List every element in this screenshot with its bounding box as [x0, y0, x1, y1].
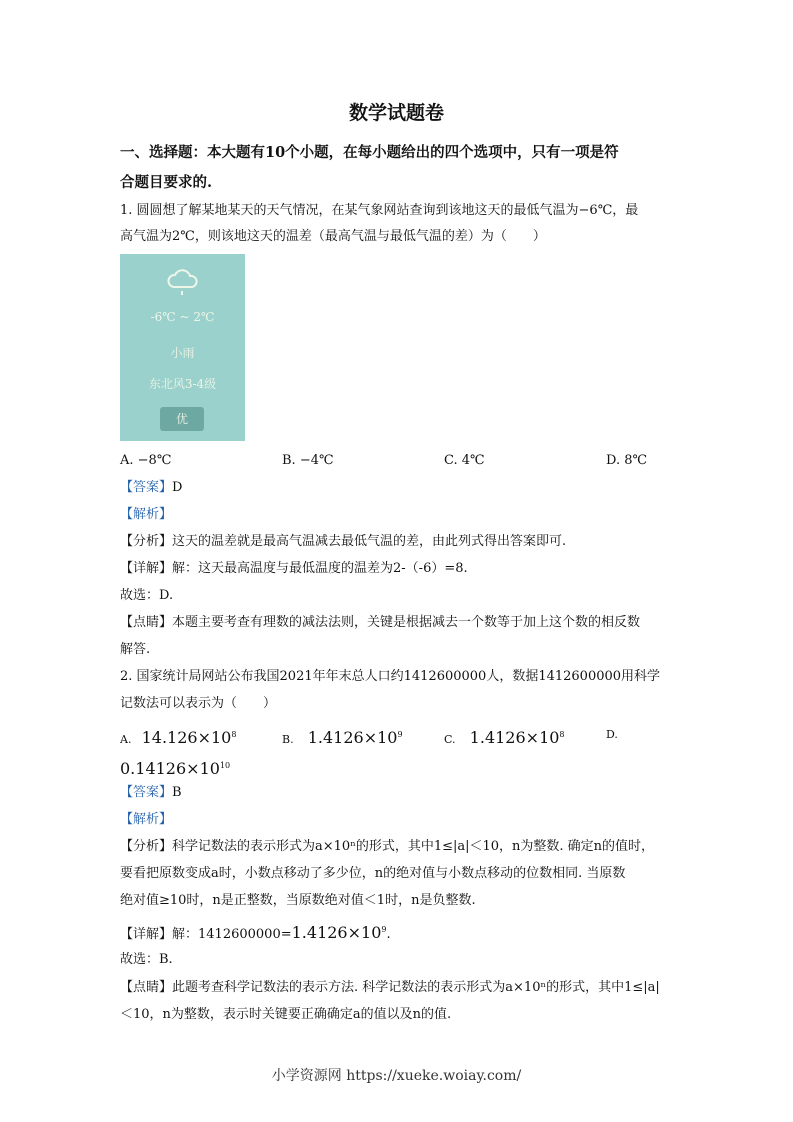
- q1-option-b: B. −4℃: [282, 453, 334, 468]
- xiangjie-mantissa: 1.4126×10: [291, 923, 382, 942]
- section-heading-line1: 一、选择题：本大题有10个小题，在每小题给出的四个选项中，只有一项是符: [120, 144, 619, 161]
- option-label: D.: [606, 728, 618, 741]
- answer-tag: 【答案】: [120, 480, 173, 495]
- q2-stem-line2: 记数法可以表示为（ ）: [120, 696, 277, 711]
- option-mantissa: 1.4126×10: [307, 728, 398, 747]
- q1-option-d: D. 8℃: [606, 453, 648, 468]
- fenxi-text: 科学记数法的表示形式为a×10ⁿ的形式，其中1≤|a|＜10，n为整数. 确定n的值时，: [172, 839, 655, 854]
- xiangjie-text: 解：1412600000=: [172, 927, 292, 942]
- section-heading-line2: 合题目要求的.: [120, 174, 213, 191]
- option-exponent: 8: [231, 730, 237, 739]
- q1-dianjing-line2: 解答.: [120, 642, 151, 657]
- q2-xiangjie: [120, 920, 391, 945]
- option-mantissa: 0.14126×10: [120, 759, 220, 778]
- option-exponent: 9: [397, 730, 403, 739]
- q2-analysis-tag: 【解析】: [120, 812, 173, 827]
- xiangjie-suffix: .: [386, 927, 391, 942]
- answer-tag: 【答案】: [120, 785, 173, 800]
- option-exponent: 8: [559, 730, 565, 739]
- option-mantissa: 14.126×10: [141, 728, 232, 747]
- q2-fenxi-line2: 要看把原数变成a时，小数点移动了多少位，n的绝对值与小数点移动的位数相同. 当原数: [120, 866, 626, 881]
- air-quality-badge: 优: [160, 407, 204, 431]
- fenxi-tag: 【分析】: [120, 839, 173, 854]
- q1-dianjing: [120, 613, 640, 633]
- option-mantissa: 1.4126×10: [469, 728, 560, 747]
- footer-watermark: 小学资源网 https://xueke.woiay.com/: [271, 1068, 522, 1084]
- weather-temp: -6℃ ~ 2℃: [150, 310, 215, 324]
- weather-condition: 小雨: [170, 346, 195, 360]
- option-exponent: 10: [219, 761, 231, 770]
- q1-choice: 故选：D.: [120, 588, 174, 603]
- q2-choice: 故选：B.: [120, 952, 173, 967]
- q2-stem-line1: 2. 国家统计局网站公布我国2021年年末总人口约1412600000人，数据1412600000用科学: [120, 669, 661, 684]
- q2-fenxi: [120, 837, 654, 857]
- q2-option-d-label: [606, 725, 618, 745]
- xiangjie-exponent: 9: [381, 925, 387, 934]
- dianjing-tag: 【点睛】: [120, 615, 173, 630]
- cloud-rain-icon: [166, 266, 200, 298]
- weather-wind: 东北风3-4级: [148, 377, 217, 391]
- q1-stem-line1: 1. 圆圆想了解某地某天的天气情况，在某气象网站查询到该地这天的最低气温为−6℃，最: [120, 203, 639, 218]
- answer-value: B: [172, 785, 182, 800]
- q2-option-b: [282, 725, 403, 750]
- q2-option-c: [444, 725, 565, 750]
- q1-xiangjie: [120, 559, 468, 579]
- answer-value: D: [172, 480, 183, 495]
- page-title: 数学试题卷: [348, 102, 444, 124]
- option-label: C.: [444, 733, 456, 746]
- dianjing-text: 本题主要考查有理数的减法法则，关键是根据减去一个数等于加上这个数的相反数: [172, 615, 641, 630]
- q1-fenxi: [120, 532, 566, 552]
- q1-option-a: A. −8℃: [120, 453, 172, 468]
- fenxi-text: 这天的温差就是最高气温减去最低气温的差，由此列式得出答案即可.: [172, 534, 567, 549]
- xiangjie-tag: 【详解】: [120, 561, 173, 576]
- xiangjie-tag: 【详解】: [120, 927, 173, 942]
- xiangjie-text: 解：这天最高温度与最低温度的温差为2-（-6）=8.: [172, 561, 468, 576]
- q2-option-d-value: [120, 756, 230, 781]
- option-label: B.: [282, 733, 294, 746]
- q2-dianjing: [120, 978, 660, 998]
- q1-option-c: C. 4℃: [444, 453, 485, 468]
- q2-answer: [120, 783, 182, 803]
- dianjing-text: 此题考查科学记数法的表示方法. 科学记数法的表示形式为a×10ⁿ的形式，其中1≤|a|: [172, 980, 660, 995]
- q2-option-a: [120, 725, 236, 750]
- q2-dianjing-line2: ＜10，n为整数，表示时关键要正确确定a的值以及n的值.: [120, 1007, 452, 1022]
- q1-answer: [120, 478, 182, 498]
- fenxi-tag: 【分析】: [120, 534, 173, 549]
- weather-card: [120, 254, 245, 441]
- q1-analysis-tag: 【解析】: [120, 507, 173, 522]
- dianjing-tag: 【点睛】: [120, 980, 173, 995]
- q2-fenxi-line3: 绝对值≥10时，n是正整数，当原数绝对值＜1时，n是负整数.: [120, 893, 476, 908]
- option-label: A.: [120, 733, 132, 746]
- q1-stem-line2: 高气温为2℃，则该地这天的温差（最高气温与最低气温的差）为（ ）: [120, 229, 546, 244]
